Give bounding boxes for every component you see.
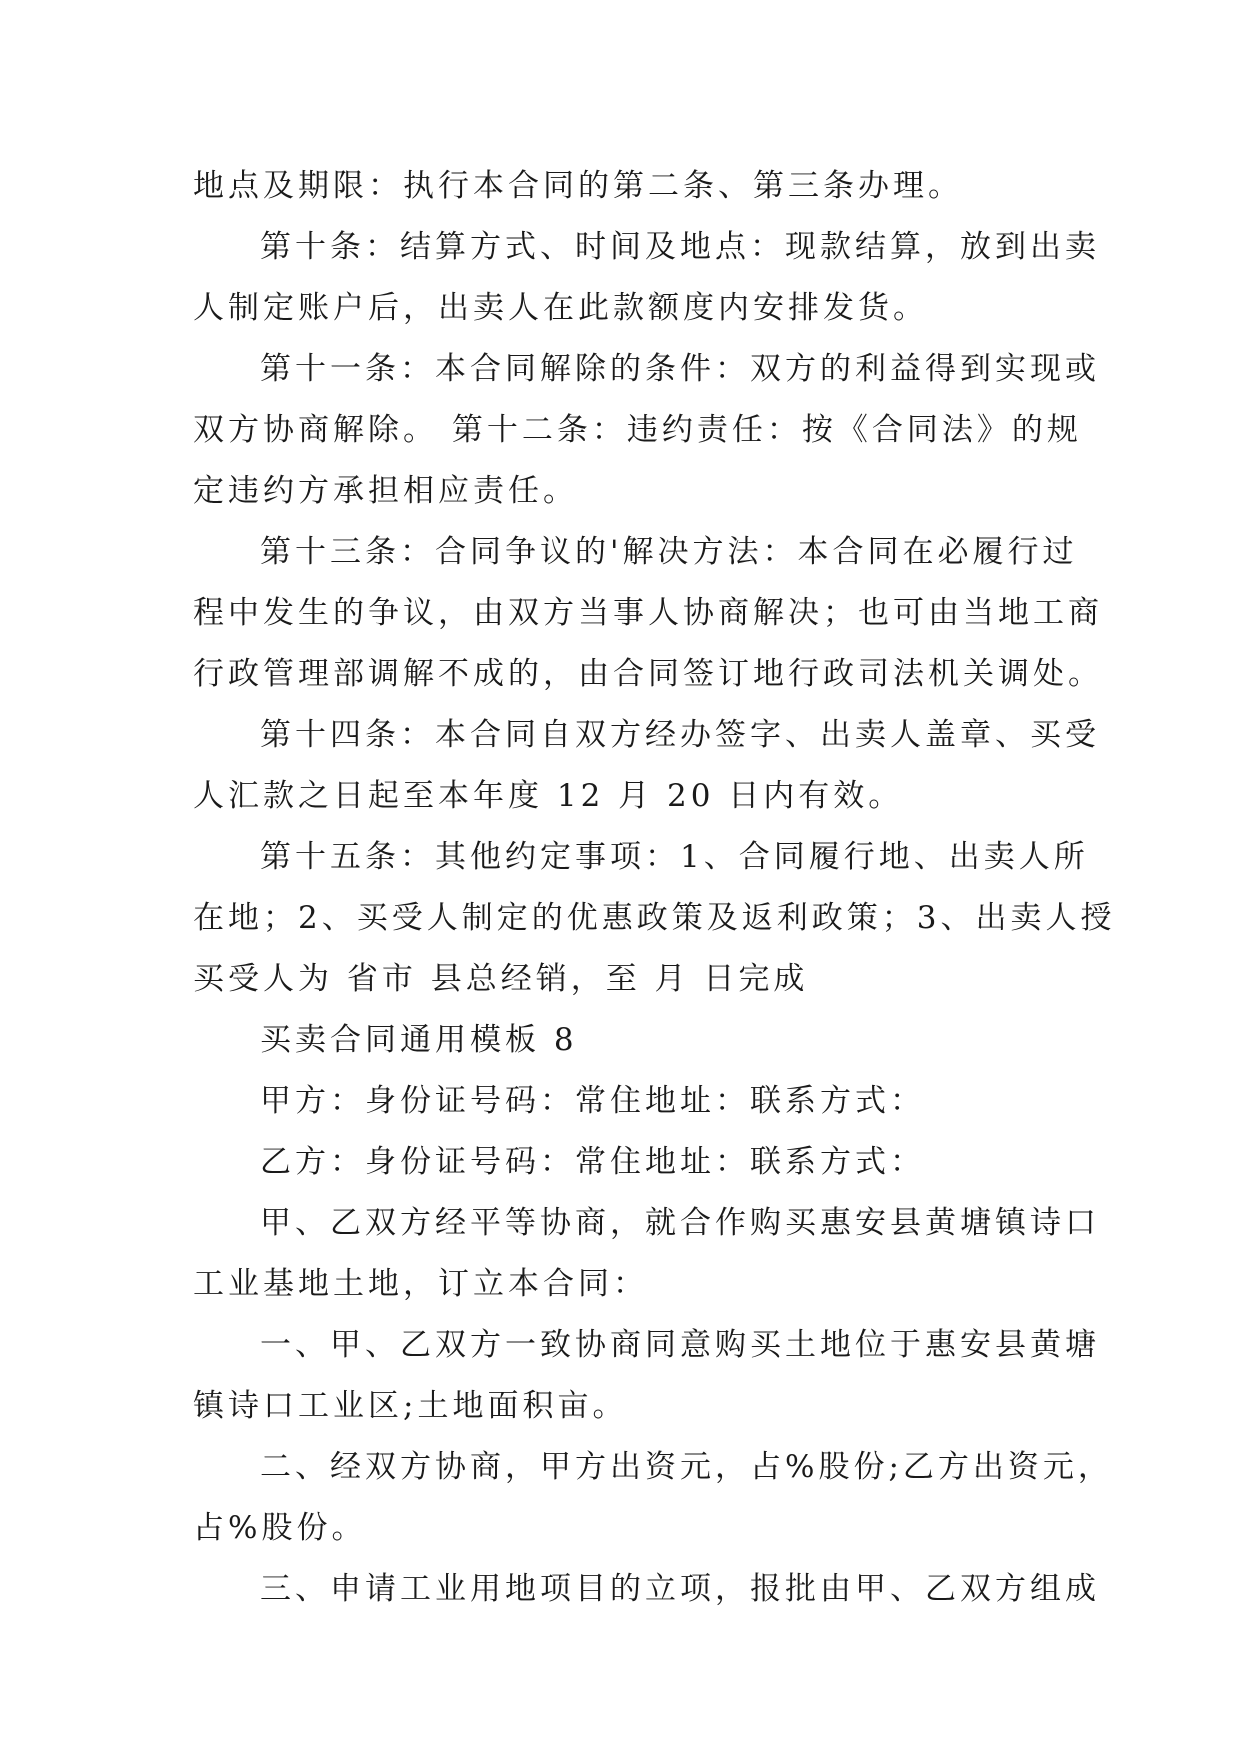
text-line: 在地；2、买受人制定的优惠政策及返利政策；3、出卖人授 [193,900,1116,936]
party-a-info: 甲方：身份证号码：常住地址：联系方式： [260,1083,925,1119]
text-line: 甲、乙双方经平等协商，就合作购买惠安县黄塘镇诗口 [260,1205,1100,1241]
text-line: 地点及期限：执行本合同的第二条、第三条办理。 [193,168,963,204]
text-line: 买受人为 省市 县总经销，至 月 日完成 [193,961,809,997]
text-line: 人制定账户后，出卖人在此款额度内安排发货。 [193,290,928,326]
text-line: 第十五条：其他约定事项：1、合同履行地、出卖人所 [260,839,1089,875]
text-line: 第十四条：本合同自双方经办签字、出卖人盖章、买受 [260,717,1100,753]
text-line: 镇诗口工业区;土地面积亩。 [193,1388,628,1424]
party-b-info: 乙方：身份证号码：常住地址：联系方式： [260,1144,925,1180]
text-line: 第十一条：本合同解除的条件：双方的利益得到实现或 [260,351,1100,387]
text-line: 双方协商解除。 第十二条：违约责任：按《合同法》的规 [193,412,1082,448]
section-title: 买卖合同通用模板 8 [260,1022,578,1058]
text-line: 第十三条：合同争议的'解决方法：本合同在必履行过 [260,534,1078,570]
text-line: 定违约方承担相应责任。 [193,473,578,509]
contract-body-text [193,156,1116,1620]
text-line: 程中发生的争议，由双方当事人协商解决；也可由当地工商 [193,595,1103,631]
text-line: 第十条：结算方式、时间及地点：现款结算，放到出卖 [260,229,1100,265]
text-line: 工业基地土地，订立本合同： [193,1266,648,1302]
text-line: 人汇款之日起至本年度 12 月 20 日内有效。 [193,778,904,814]
text-line: 一、甲、乙双方一致协商同意购买土地位于惠安县黄塘 [260,1327,1100,1363]
text-line: 占%股份。 [193,1510,367,1546]
text-line: 二、经双方协商，甲方出资元，占%股份;乙方出资元， [260,1449,1113,1485]
text-line: 行政管理部调解不成的，由合同签订地行政司法机关调处。 [193,656,1103,692]
text-line: 三、申请工业用地项目的立项，报批由甲、乙双方组成 [260,1571,1100,1607]
